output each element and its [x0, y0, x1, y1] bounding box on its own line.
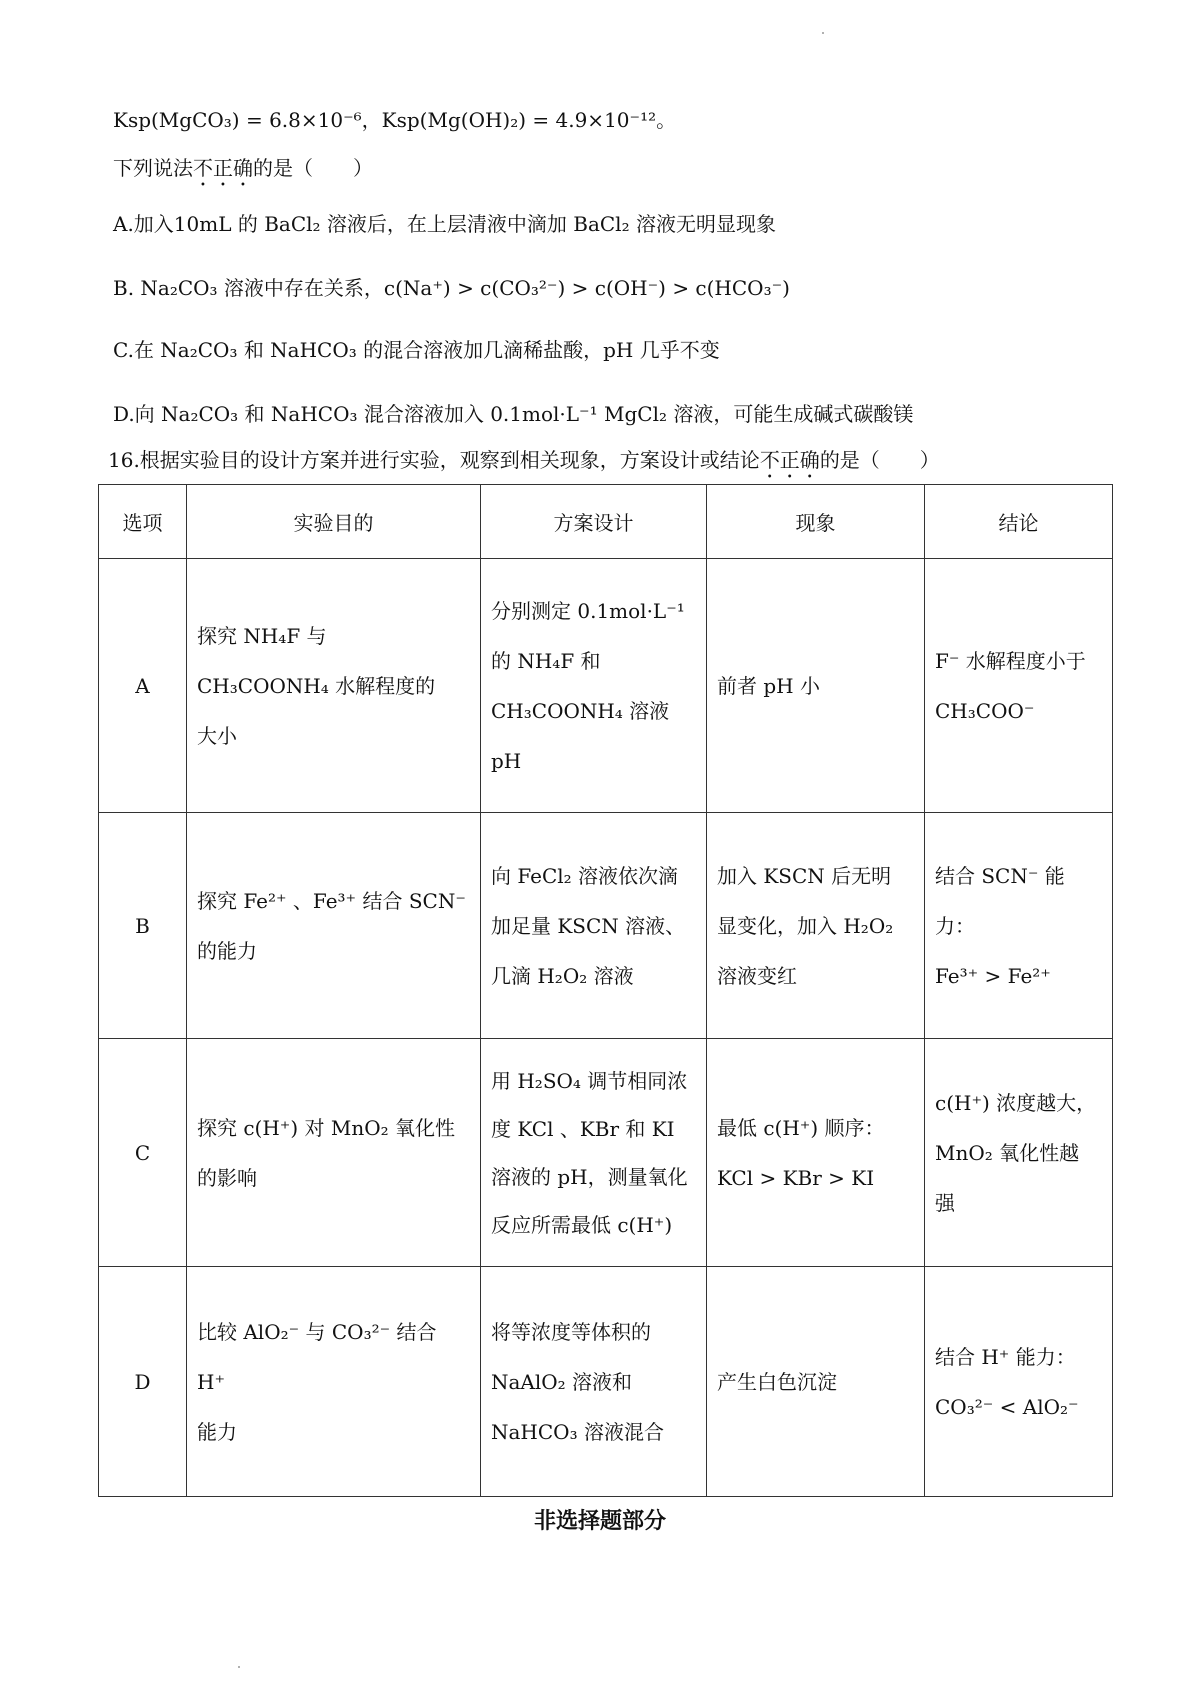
cell-line: 加足量 KSCN 溶液、: [491, 913, 686, 938]
row-d-option: D: [99, 1267, 187, 1497]
option-a: A.加入10mL 的 BaCl₂ 溶液后，在上层清液中滴加 BaCl₂ 溶液无明显现象: [113, 212, 776, 236]
cell-line: 探究 c(H⁺) 对 MnO₂ 氧化性: [197, 1115, 456, 1140]
row-a-design: [481, 559, 707, 813]
cell-line: CH₃COO⁻: [935, 698, 1035, 723]
cell-line: 结合 H⁺ 能力：: [935, 1344, 1076, 1369]
row-c-design: [481, 1039, 707, 1267]
cell-line: KCl > KBr > KI: [717, 1165, 875, 1190]
row-b-phenomenon: [707, 813, 925, 1039]
cell-line: 前者 pH 小: [717, 673, 820, 698]
header-conclusion: 结论: [925, 485, 1113, 559]
cell-line: 分别测定 0.1mol·L⁻¹: [491, 598, 685, 623]
cell-line: 强: [935, 1190, 955, 1215]
q15-stem-emphasis: 不正确: [193, 156, 253, 180]
cell-line: 溶液变红: [717, 963, 797, 988]
cell-line: 将等浓度等体积的: [491, 1319, 651, 1344]
option-c: C.在 Na₂CO₃ 和 NaHCO₃ 的混合溶液加几滴稀盐酸，pH 几乎不变: [113, 338, 720, 362]
row-b-design: [481, 813, 707, 1039]
row-d-design: [481, 1267, 707, 1497]
cell-line: 最低 c(H⁺) 顺序：: [717, 1115, 885, 1140]
experiment-table: [98, 484, 1113, 1497]
header-option: 选项: [99, 485, 187, 559]
cell-line: 大小: [197, 723, 237, 748]
scan-speck: [238, 1666, 240, 1668]
q15-stem-pre: 下列说法: [113, 156, 193, 180]
row-a-conclusion: [925, 559, 1113, 813]
row-b-option: B: [99, 813, 187, 1039]
q16-stem-emphasis: 不正确: [759, 448, 820, 472]
scan-speck: [822, 32, 824, 34]
cell-line: 度 KCl 、KBr 和 KI: [491, 1116, 675, 1141]
cell-line: 加入 KSCN 后无明: [717, 863, 892, 888]
table-row: [99, 1267, 1113, 1497]
row-c-option: C: [99, 1039, 187, 1267]
row-a-phenomenon: [707, 559, 925, 813]
cell-line: 反应所需最低 c(H⁺): [491, 1212, 673, 1237]
q16-stem-post: 的是（ ）: [819, 448, 940, 472]
row-b-purpose: [187, 813, 481, 1039]
cell-line: 向 FeCl₂ 溶液依次滴: [491, 863, 679, 888]
q15-stem: [113, 154, 373, 191]
cell-line: 几滴 H₂O₂ 溶液: [491, 963, 634, 988]
cell-line: F⁻ 水解程度小于: [935, 648, 1086, 673]
cell-line: 比较 AlO₂⁻ 与 CO₃²⁻ 结合 H⁺: [197, 1319, 437, 1394]
cell-line: 显变化，加入 H₂O₂: [717, 913, 894, 938]
cell-line: NaAlO₂ 溶液和: [491, 1369, 633, 1394]
cell-line: NaHCO₃ 溶液混合: [491, 1419, 664, 1444]
header-purpose: 实验目的: [187, 485, 481, 559]
row-d-phenomenon: [707, 1267, 925, 1497]
cell-line: 探究 Fe²⁺ 、Fe³⁺ 结合 SCN⁻: [197, 888, 466, 913]
table-header-row: [99, 485, 1113, 559]
row-d-conclusion: [925, 1267, 1113, 1497]
option-b: B. Na₂CO₃ 溶液中存在关系，c(Na⁺) > c(CO₃²⁻) > c(OH⁻) > c(HCO₃⁻): [113, 276, 790, 300]
cell-line: Fe³⁺ > Fe²⁺: [935, 963, 1051, 988]
cell-line: 结合 SCN⁻ 能力：: [935, 863, 1065, 938]
cell-line: 的能力: [197, 938, 257, 963]
row-c-conclusion: [925, 1039, 1113, 1267]
header-design: 方案设计: [481, 485, 707, 559]
section-title: 非选择题部分: [533, 1508, 666, 1534]
cell-line: 的 NH₄F 和: [491, 648, 601, 673]
row-c-purpose: [187, 1039, 481, 1267]
q16-stem-pre: 16.根据实验目的设计方案并进行实验，观察到相关现象，方案设计或结论: [108, 448, 760, 472]
q15-stem-post: 的是（ ）: [253, 156, 373, 180]
cell-line: CH₃COONH₄ 溶液: [491, 698, 670, 723]
row-b-conclusion: [925, 813, 1113, 1039]
cell-line: pH: [491, 748, 522, 773]
row-d-purpose: [187, 1267, 481, 1497]
q16-stem: [108, 446, 940, 483]
header-phenomenon: 现象: [707, 485, 925, 559]
cell-line: CO₃²⁻ < AlO₂⁻: [935, 1394, 1079, 1419]
ksp-line: Ksp(MgCO₃) = 6.8×10⁻⁶，Ksp(Mg(OH)₂) = 4.9×10⁻¹²。: [113, 108, 677, 132]
cell-line: c(H⁺) 浓度越大，: [935, 1090, 1097, 1115]
option-d: D.向 Na₂CO₃ 和 NaHCO₃ 混合溶液加入 0.1mol·L⁻¹ MgCl₂ 溶液，可能生成碱式碳酸镁: [113, 402, 914, 426]
cell-line: 探究 NH₄F 与: [197, 623, 327, 648]
row-a-option: A: [99, 559, 187, 813]
row-c-phenomenon: [707, 1039, 925, 1267]
row-a-purpose: [187, 559, 481, 813]
cell-line: CH₃COONH₄ 水解程度的: [197, 673, 436, 698]
table-row: [99, 1039, 1113, 1267]
cell-line: 溶液的 pH，测量氧化: [491, 1164, 688, 1189]
table-row: [99, 559, 1113, 813]
table-row: [99, 813, 1113, 1039]
cell-line: 用 H₂SO₄ 调节相同浓: [491, 1068, 688, 1093]
cell-line: 产生白色沉淀: [717, 1369, 837, 1394]
cell-line: MnO₂ 氧化性越: [935, 1140, 1080, 1165]
cell-line: 的影响: [197, 1165, 257, 1190]
cell-line: 能力: [197, 1419, 237, 1444]
